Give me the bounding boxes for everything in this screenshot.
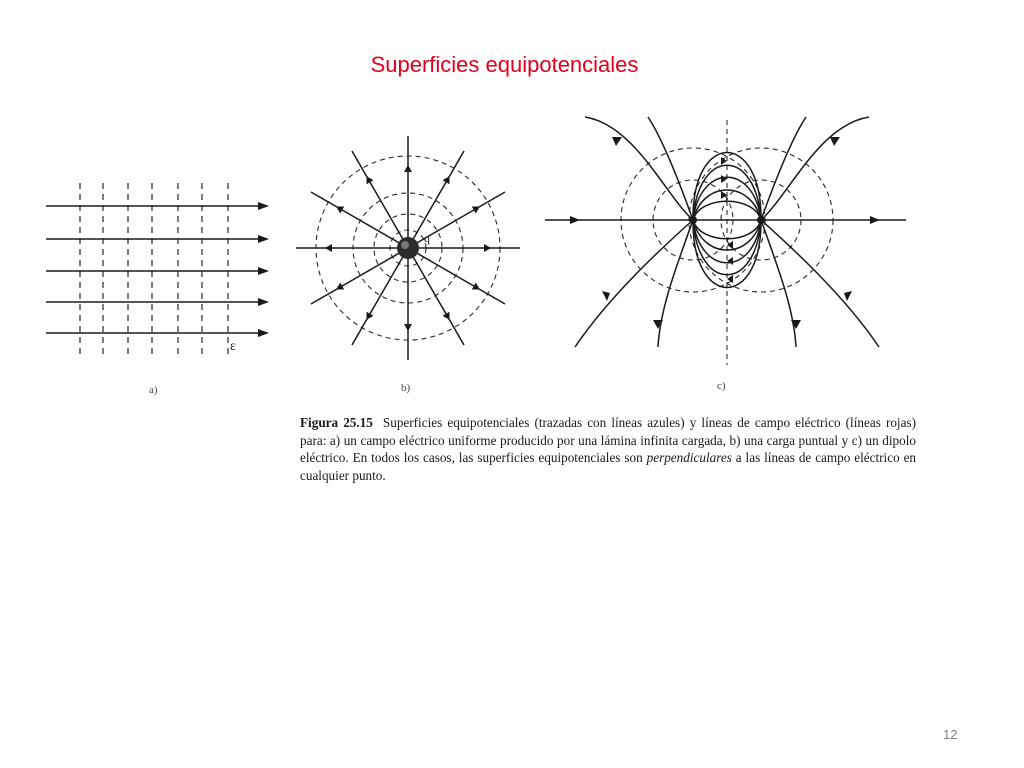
panel-a-label: a) xyxy=(149,384,158,396)
caption-text-1: Superficies equipotenciales (trazadas con líneas azules) y líneas de campo eléctrico (líneas rojas) para: a) un campo eléctrico uniforme producido por una lámina infinita cargada, b) una carga puntual y c) un dipolo eléctrico. En todos los casos, las superficies equipotenciales son xyxy=(300,415,916,465)
panel-b-label: b) xyxy=(401,382,411,394)
point-charge-diagram xyxy=(295,138,525,368)
page-number: 12 xyxy=(943,727,958,742)
dipole-charge-right xyxy=(757,216,765,224)
uniform-field-diagram xyxy=(40,178,280,378)
caption-label: Figura 25.15 xyxy=(300,415,373,430)
caption-emphasis: perpendiculares xyxy=(646,450,732,465)
dipole-charge-left xyxy=(689,216,697,224)
dipole-diagram xyxy=(540,115,920,370)
slide-title: Superficies equipotenciales xyxy=(370,52,639,77)
charge-symbol: q xyxy=(424,231,430,245)
panel-c-label: c) xyxy=(717,380,726,392)
field-symbol: ε xyxy=(230,339,236,354)
point-charge xyxy=(397,237,419,259)
figure-caption xyxy=(300,414,916,484)
caption-text-2: a las líneas de campo eléctrico en cualquier punto. xyxy=(300,450,917,483)
